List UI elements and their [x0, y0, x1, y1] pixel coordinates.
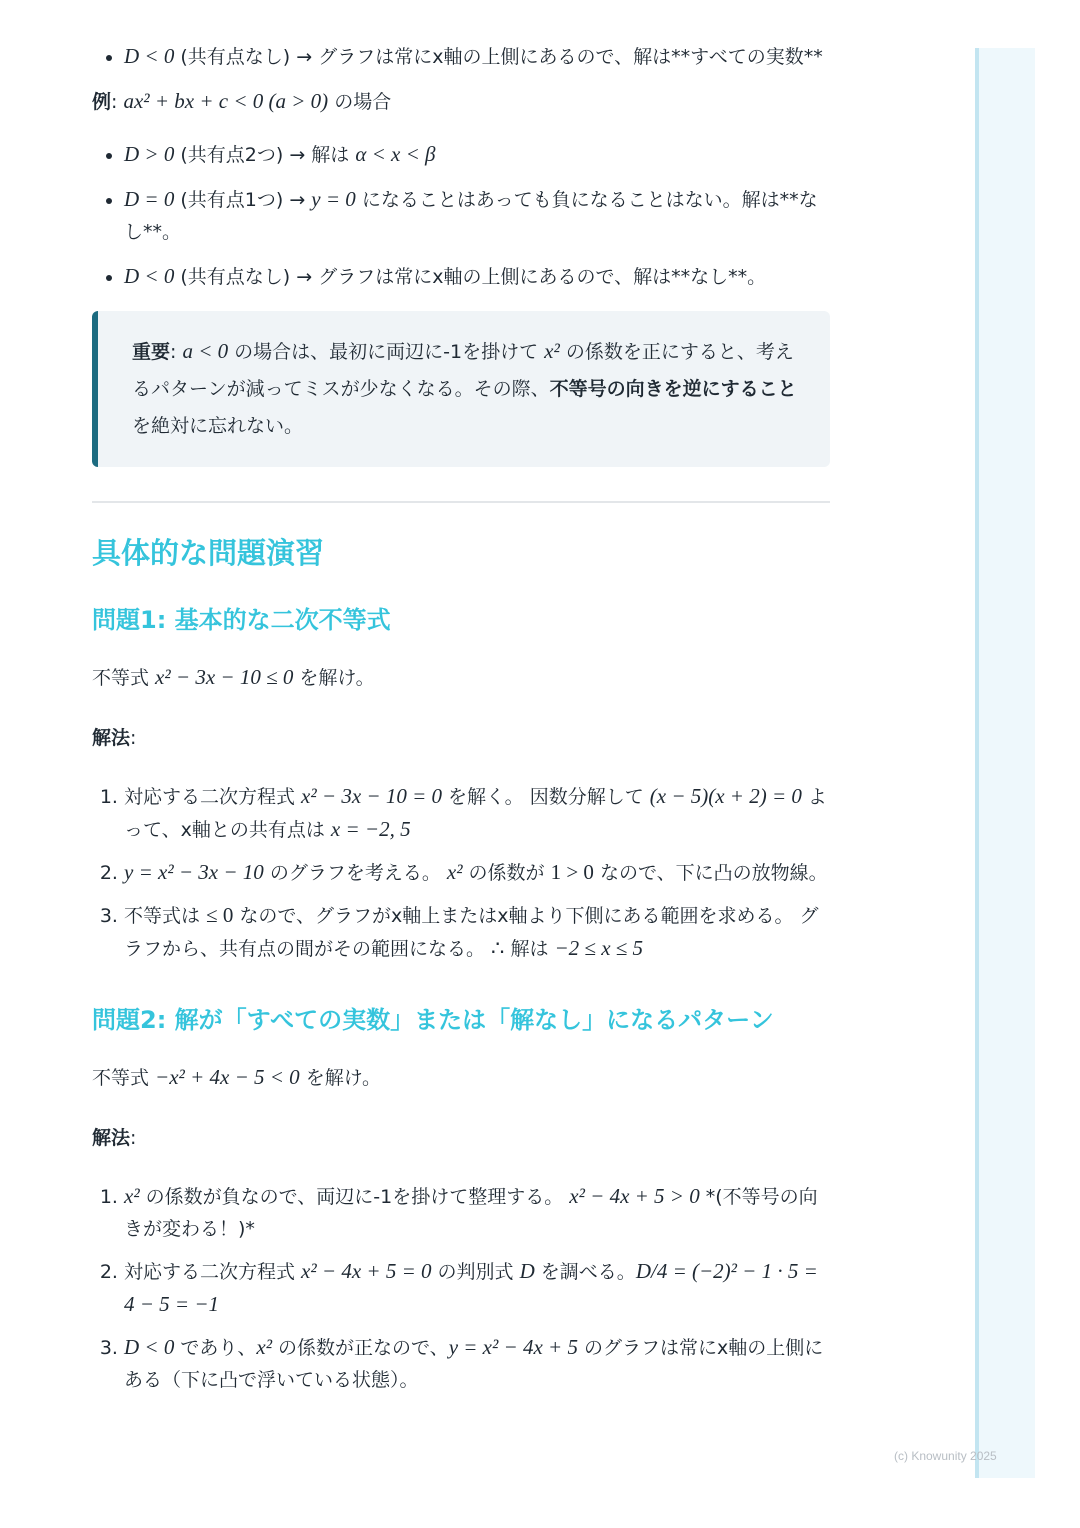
problem2-statement	[92, 1061, 830, 1094]
divider	[92, 501, 830, 503]
list-item	[124, 260, 830, 293]
important-callout: 重要: a < 0 の場合は、最初に両辺に-1を掛けて x² の係数を正にすると、考えるパターンが減ってミスが少なくなる。その際、不等号の向きを逆にすることを絶対に忘れない。	[92, 311, 830, 467]
copyright-watermark: (c) Knowunity 2025	[894, 1449, 997, 1463]
step-item	[124, 780, 830, 846]
solution-label: 解法:	[92, 1127, 137, 1149]
step-item	[124, 1180, 830, 1245]
math-expression: x² − 3x − 10 = 0	[301, 784, 442, 808]
example-label: 例	[92, 91, 112, 113]
math-expression: ≤ 0	[206, 903, 234, 927]
step-text: 不等式は	[124, 905, 207, 927]
step-text: を調べる。	[534, 1261, 636, 1283]
math-expression: D/4 = (−2)² − 1 · 5 = 4 − 5 = −1	[124, 1259, 818, 1316]
list-item-text: (共有点2つ) → 解は	[174, 144, 356, 166]
math-expression: −x² + 4x − 5 < 0	[155, 1065, 300, 1089]
callout-label: 重要	[132, 341, 171, 363]
callout-text: を絶対に忘れない。	[132, 415, 304, 437]
problem2-heading: 問題2: 解が「すべての実数」または「解なし」になるパターン	[92, 1006, 774, 1034]
statement-text: を解け。	[293, 667, 375, 689]
step-text: のグラフを考える。	[263, 862, 447, 884]
step-text: の判別式	[431, 1261, 520, 1283]
math-expression: D > 0	[124, 142, 175, 166]
math-expression: x²	[124, 1184, 140, 1208]
math-expression: D < 0	[124, 1335, 175, 1359]
math-expression: x²	[446, 860, 463, 884]
statement-text: 不等式	[92, 667, 156, 689]
step-text: であり、	[174, 1337, 257, 1359]
step-item	[124, 856, 830, 889]
example-line: 例: ax² + bx + c < 0 (a > 0) の場合	[92, 89, 392, 113]
math-expression: ∴	[491, 936, 505, 960]
list-item	[124, 40, 830, 73]
step-item	[124, 1331, 830, 1396]
solution-label-text: 解法	[92, 1127, 131, 1149]
math-expression: y = x² − 4x + 5	[448, 1335, 578, 1359]
list-item-text: (共有点1つ) →	[174, 189, 312, 211]
statement-text: 不等式	[92, 1067, 156, 1089]
math-expression: x² − 4x + 5 > 0	[569, 1184, 700, 1208]
math-expression: α < x < β	[355, 142, 436, 166]
solution-label: 解法:	[92, 727, 137, 749]
math-expression: a < 0	[182, 339, 229, 363]
math-expression: x² − 3x − 10 ≤ 0	[155, 665, 294, 689]
list-item-text: (共有点なし) → グラフは常にx軸の上側にあるので、解は**すべての実数**	[174, 46, 823, 68]
math-expression: D < 0	[124, 44, 175, 68]
list-item-text: になることはあっても負になることはない。解は**なし**。	[124, 189, 818, 243]
math-expression: (x − 5)(x + 2) = 0	[649, 784, 802, 808]
step-text: のグラフは常にx軸の上側にある（下に凸で浮いている状態）。	[124, 1337, 824, 1391]
step-text: の係数が	[462, 862, 551, 884]
top-bullet-list	[92, 40, 830, 73]
statement-text: を解け。	[299, 1067, 381, 1089]
step-text: *(不等号の向きが変わる！)*	[124, 1186, 818, 1240]
example-bullet-list	[92, 138, 830, 293]
problem2-steps	[92, 1180, 830, 1396]
callout-text: の係数を正にすると、考えるパターンが減ってミスが少なくなる。その際、	[132, 341, 794, 400]
step-text: よって、x軸との共有点は	[124, 786, 827, 841]
step-text: 対応する二次方程式	[124, 1261, 302, 1283]
callout-text: の場合は、最初に両辺に-1を掛けて	[228, 341, 545, 363]
step-text: 対応する二次方程式	[124, 786, 302, 808]
math-expression: ax² + bx + c < 0 (a > 0)	[123, 89, 329, 113]
math-expression: D < 0	[124, 264, 175, 288]
math-expression: 1 > 0	[550, 860, 594, 884]
spacer	[92, 975, 830, 1003]
math-expression: y = 0	[311, 187, 356, 211]
document-body	[92, 40, 830, 1406]
math-expression: x²	[256, 1335, 273, 1359]
math-expression: D = 0	[124, 187, 175, 211]
step-text: を解く。 因数分解して	[442, 786, 650, 808]
math-expression: D	[519, 1259, 535, 1283]
math-expression: x²	[544, 339, 560, 363]
step-text: なので、下に凸の放物線。	[593, 862, 828, 884]
step-text: なので、グラフがx軸上またはx軸より下側にある範囲を求める。 グラフから、共有点の間がその範囲になる。	[124, 905, 819, 960]
list-item-text: (共有点なし) → グラフは常にx軸の上側にあるので、解は**なし**。	[174, 266, 767, 288]
solution-label-text: 解法	[92, 727, 131, 749]
example-suffix: の場合	[328, 91, 392, 113]
list-item	[124, 138, 830, 171]
math-expression: x = −2, 5	[330, 817, 411, 841]
problem1-steps	[92, 780, 830, 965]
step-item	[124, 899, 830, 965]
math-expression: x² − 4x + 5 = 0	[301, 1259, 432, 1283]
section-heading: 具体的な問題演習	[92, 536, 325, 570]
step-item	[124, 1255, 830, 1321]
right-sidebar-panel	[975, 48, 1035, 1478]
step-text: の係数が負なので、両辺に-1を掛けて整理する。	[139, 1186, 570, 1208]
callout-emphasis: 不等号の向きを逆にすること	[549, 378, 797, 400]
list-item	[124, 183, 830, 248]
problem1-heading: 問題1: 基本的な二次不等式	[92, 606, 391, 634]
math-expression: y = x² − 3x − 10	[124, 860, 264, 884]
problem1-statement	[92, 661, 830, 694]
math-expression: −2 ≤ x ≤ 5	[554, 936, 644, 960]
step-text: 解は	[504, 938, 555, 960]
step-text: の係数が正なので、	[272, 1337, 449, 1359]
